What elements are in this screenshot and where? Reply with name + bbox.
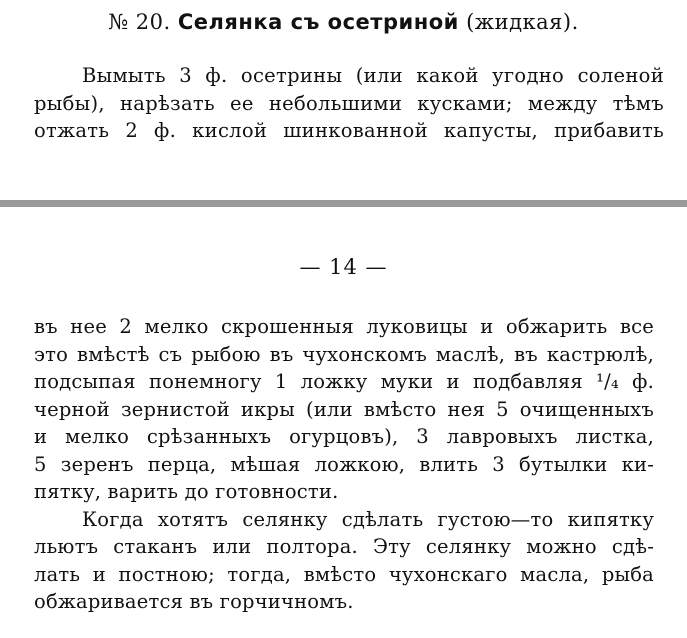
text-line: Когда хотятъ селянку сдѣлать густою—то кипятку bbox=[82, 507, 654, 531]
text-line: 5 зеренъ перца, мѣшая ложкою, влить 3 бутылки ки- bbox=[34, 452, 654, 476]
text-line: въ нее 2 мелко скрошенныя луковицы и обжарить все bbox=[34, 315, 654, 338]
text-line: и мелко срѣзанныхъ огурцовъ), 3 лавровыхъ листка, bbox=[34, 425, 654, 448]
recipe-name: Селянка съ осетриной bbox=[177, 10, 459, 34]
text-line: черной зернистой икры (или вмѣсто нея 5 очищенныхъ bbox=[34, 397, 654, 421]
page-number: — 14 — bbox=[299, 255, 388, 279]
text-line: лать и постною; тогда, вмѣсто чухонскаго масла, рыба bbox=[34, 562, 654, 586]
recipe-continuation bbox=[34, 313, 654, 616]
text-line: обжаривается въ горчичномъ. bbox=[34, 590, 354, 613]
text-line: пятку, варить до готовности. bbox=[34, 480, 339, 503]
recipe-intro-paragraph bbox=[34, 62, 664, 145]
text-line: подсыпая понемногу 1 ложку муки и подбавляя ¹/₄ ф. bbox=[34, 370, 654, 393]
recipe-subtitle: (жидкая). bbox=[466, 10, 579, 34]
text-line: льютъ стаканъ или полтора. Эту селянку можно сдѣ- bbox=[34, 535, 654, 558]
text-line: Вымыть 3 ф. осетрины (или какой угодно соленой bbox=[82, 64, 664, 87]
page-divider bbox=[0, 200, 687, 207]
recipe-number: № 20. bbox=[108, 10, 171, 34]
recipe-title bbox=[0, 10, 687, 34]
text-line: это вмѣстѣ съ рыбою въ чухонскомъ маслѣ, въ кастрюлѣ, bbox=[34, 342, 654, 366]
text-line: отжать 2 ф. кислой шинкованной капусты, прибавить bbox=[34, 119, 664, 142]
text-line: рыбы), нарѣзать ее небольшими кусками; между тѣмъ bbox=[34, 91, 664, 115]
